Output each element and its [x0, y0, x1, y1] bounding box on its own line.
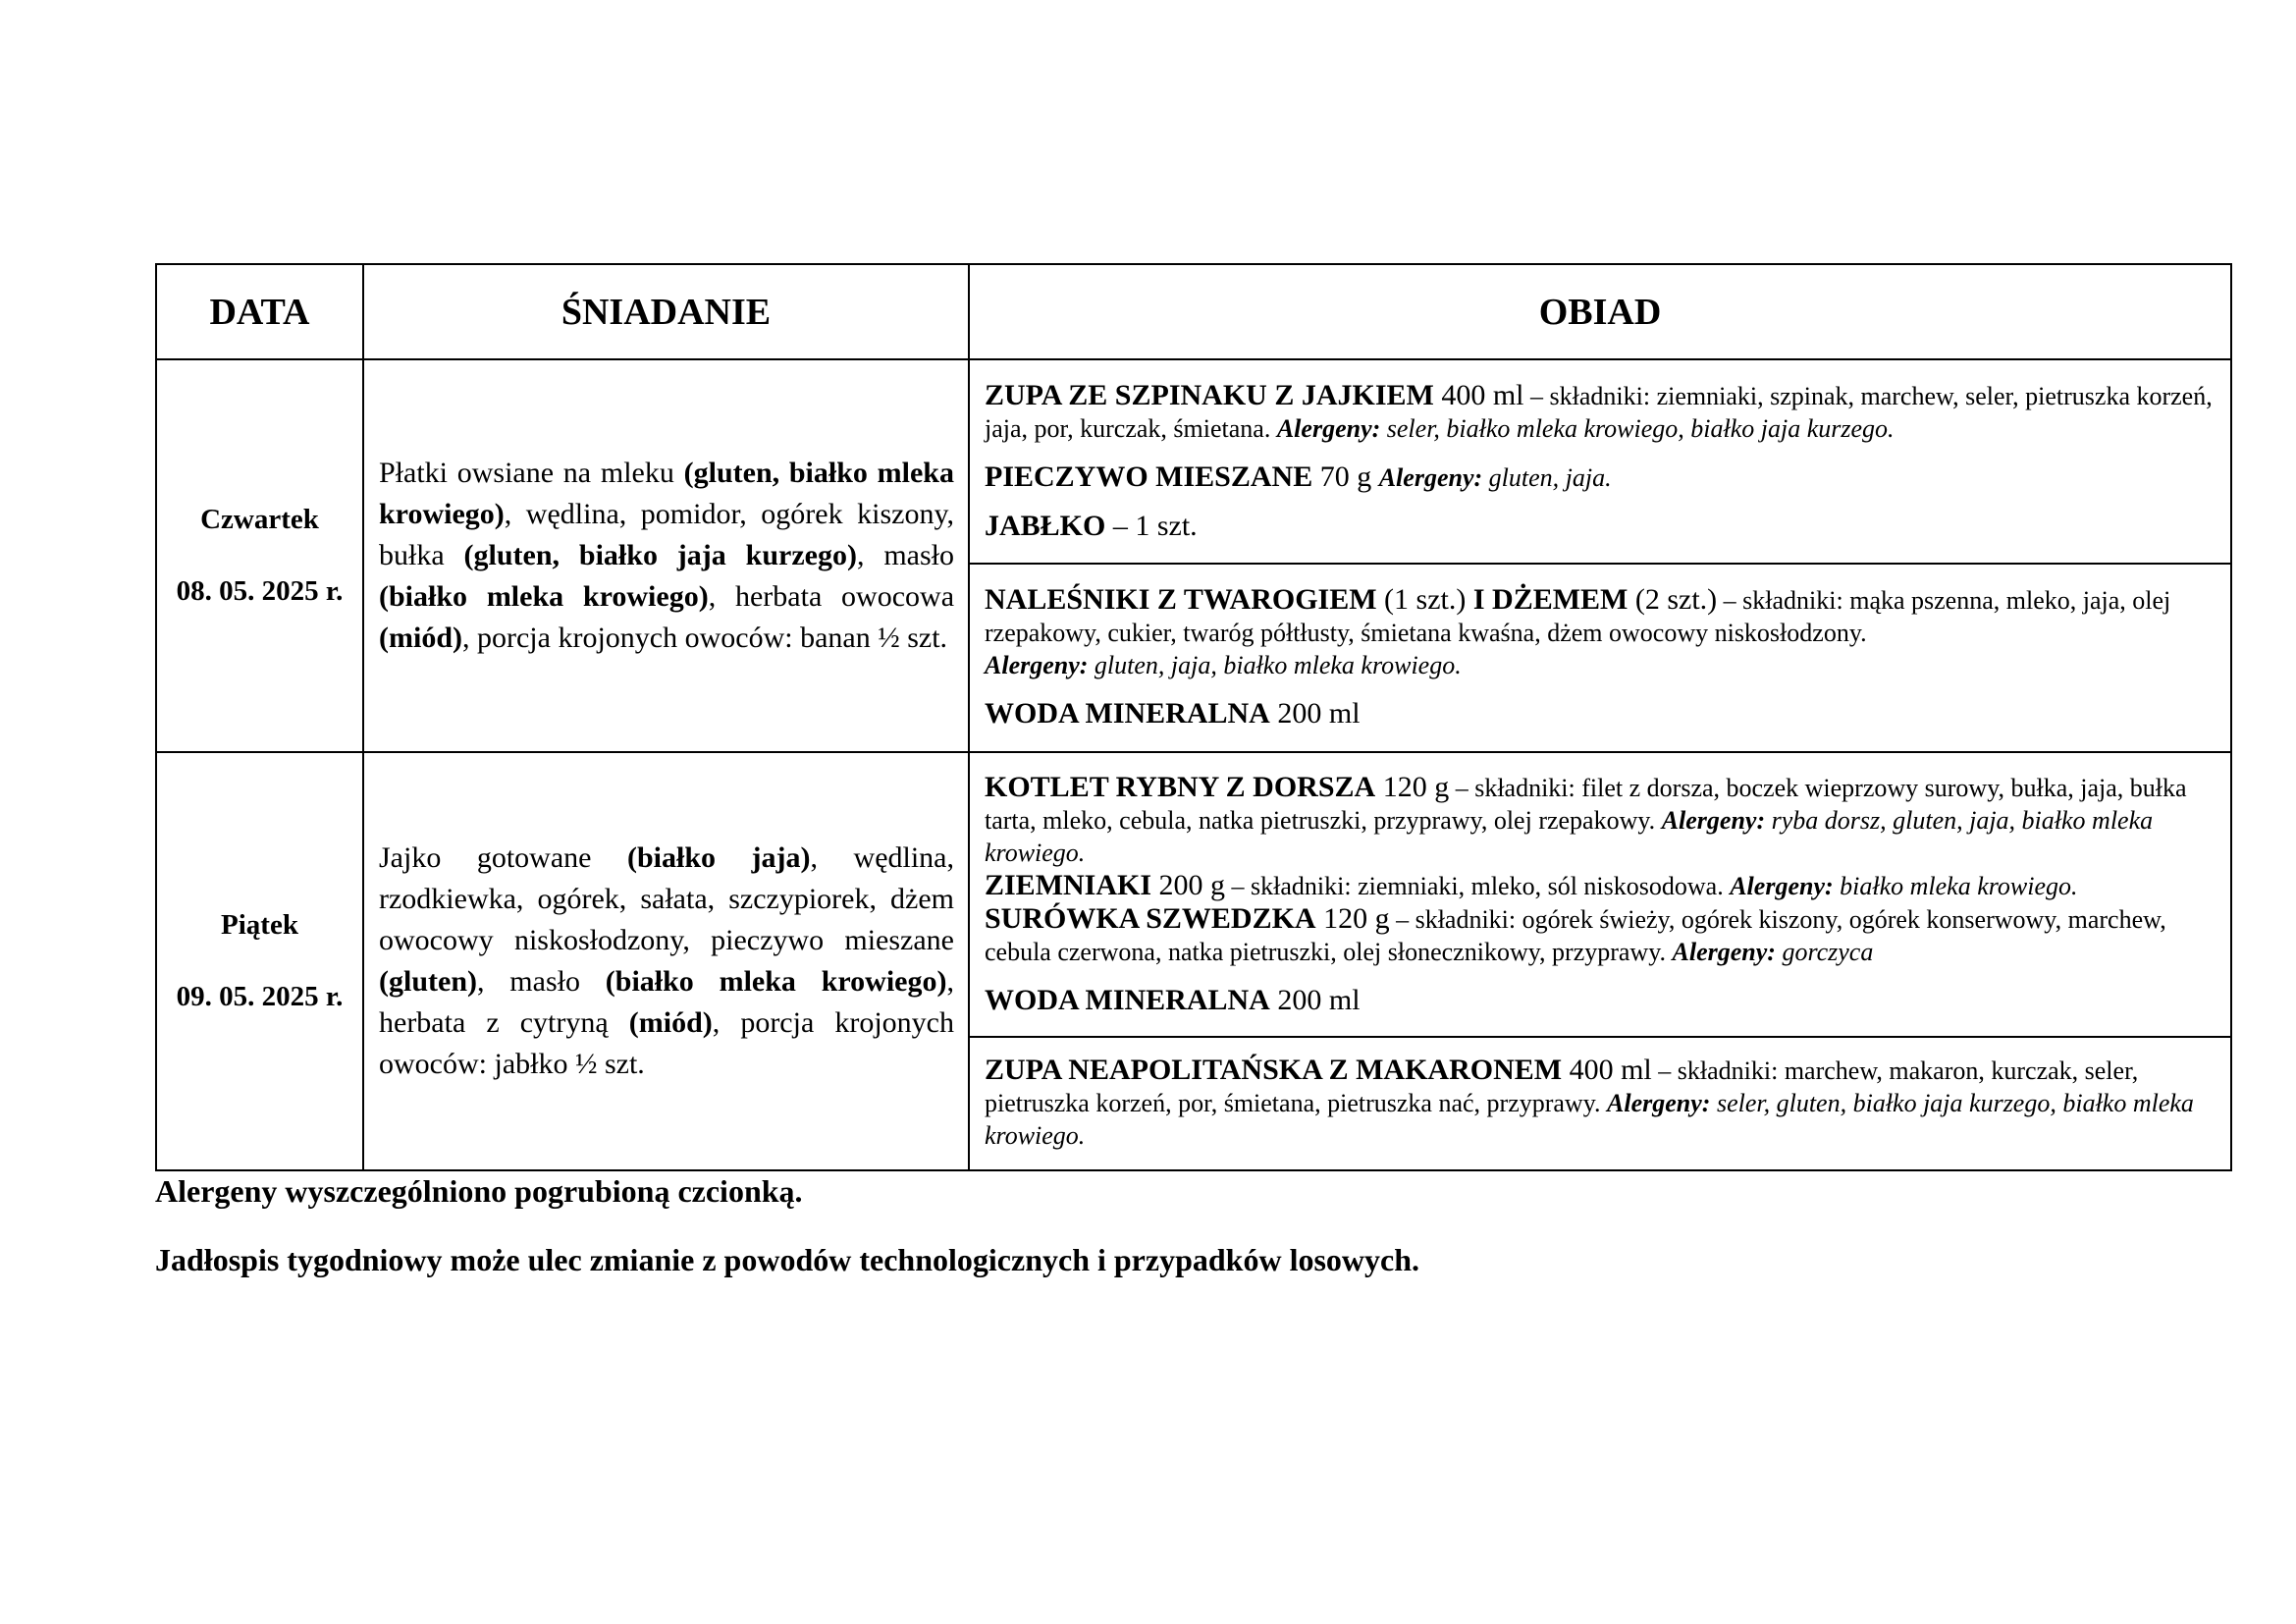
dish-portion: 400 ml: [1562, 1054, 1652, 1086]
weekday-label: Czwartek: [200, 504, 319, 535]
menu-change-note: Jadłospis tygodniowy może ulec zmianie z powodów technologicznych i przypadków losowych.: [155, 1242, 1420, 1277]
allergens-list: seler, gluten, białko jaja kurzego, białko mleka krowiego.: [985, 1089, 2194, 1150]
dish-portion: 200 ml: [1269, 697, 1361, 730]
breakfast-segment: , wędlina, rzodkiewka, ogórek, sałata, szczypiorek, dżem owocowy niskosłodzony, pieczywo mieszane: [379, 841, 954, 956]
dish-portion: 70 g: [1312, 460, 1379, 493]
allergen-note: Alergeny wyszczególniono pogrubioną czcionką.: [155, 1173, 803, 1209]
allergens-label: Alergeny:: [1378, 462, 1483, 492]
dish-portion: 200 ml: [1269, 983, 1361, 1016]
header-row: [156, 264, 2231, 359]
breakfast-segment: , herbata z cytryną: [379, 965, 954, 1039]
allergens-list: gluten, jaja.: [1482, 462, 1612, 492]
allergens-label: Alergeny:: [1661, 805, 1766, 835]
menu-table: [155, 263, 2232, 1171]
dish-paragraph: [985, 379, 2215, 445]
dish-portion: (2 szt.): [1628, 583, 1718, 616]
lunch-cell: [969, 359, 2231, 564]
header-date: DATA: [156, 264, 363, 359]
breakfast-segment: Płatki owsiane na mleku: [379, 457, 684, 489]
dish-paragraph: [985, 984, 2215, 1017]
dish-paragraph: [985, 771, 2215, 869]
dish-portion: (1 szt.): [1376, 583, 1473, 616]
dish-paragraph: [985, 460, 2215, 494]
allergens-list: gluten, jaja, białko mleka krowiego.: [1088, 651, 1462, 679]
breakfast-segment: , porcja krojonych owoców: banan ½ szt.: [462, 622, 948, 654]
allergens-label: Alergeny:: [1276, 413, 1381, 443]
breakfast-segment: , wędlina, pomidor, ogórek kiszony, bułka: [379, 498, 954, 571]
ingredients-text: – składniki: marchew, makaron, kurczak, seler, pietruszka korzeń, por, śmietana, pietruszka nać, przyprawy.: [985, 1056, 2139, 1117]
breakfast-segment: , herbata owocowa: [708, 580, 955, 613]
dish-name: ZIEMNIAKI: [985, 868, 1152, 901]
dish-portion: 200 g: [1151, 868, 1226, 901]
header-breakfast: ŚNIADANIE: [363, 264, 969, 359]
dish-name: SURÓWKA SZWEDZKA: [985, 901, 1316, 935]
breakfast-segment: , porcja krojonych owoców: jabłko ½ szt.: [379, 1006, 954, 1080]
allergens-label: Alergeny:: [985, 651, 1089, 679]
menu-body: [156, 359, 2231, 1170]
allergen-highlight: (gluten): [379, 965, 477, 998]
allergens-list: białko mleka krowiego.: [1833, 871, 2078, 900]
header-lunch: OBIAD: [969, 264, 2231, 359]
day-row: [156, 752, 2231, 1037]
ingredients-text: – składniki: ziemniaki, szpinak, marchew, seler, pietruszka korzeń, jaja, por, kurczak, śmietana.: [985, 381, 2213, 443]
dish-name: I DŻEMEM: [1472, 583, 1629, 616]
date-cell: [156, 752, 363, 1170]
lunch-cell: [969, 1037, 2231, 1170]
date-label: 08. 05. 2025 r.: [176, 575, 344, 607]
dish-portion: – 1 szt.: [1105, 509, 1198, 542]
allergen-highlight: (gluten, białko jaja kurzego): [463, 539, 857, 571]
day-row: [156, 359, 2231, 564]
lunch-cell: [969, 752, 2231, 1037]
date-cell: [156, 359, 363, 752]
allergen-highlight: (białko jaja): [627, 841, 811, 874]
allergens-label: Alergeny:: [1730, 871, 1834, 900]
allergens-list: seler, białko mleka krowiego, białko jaja kurzego.: [1380, 413, 1895, 443]
dish-name: KOTLET RYBNY Z DORSZA: [985, 770, 1376, 803]
dish-name: PIECZYWO MIESZANE: [985, 460, 1313, 493]
dish-name: WODA MINERALNA: [985, 697, 1270, 730]
breakfast-segment: , masło: [856, 539, 954, 571]
breakfast-cell: [363, 359, 969, 752]
date-label: 09. 05. 2025 r.: [176, 981, 344, 1012]
dish-name: NALEŚNIKI Z TWAROGIEM: [985, 583, 1377, 616]
allergens-list: gorczyca: [1775, 937, 1874, 966]
breakfast-text: [379, 838, 954, 1085]
ingredients-text: – składniki: filet z dorsza, boczek wieprzowy surowy, bułka, jaja, bułka tarta, mleko, cebula, natka pietruszki, przyprawy, olej rzepakowy.: [985, 773, 2187, 835]
breakfast-segment: , masło: [477, 965, 606, 998]
dish-name: WODA MINERALNA: [985, 983, 1270, 1016]
dish-paragraph: [985, 697, 2215, 731]
dish-portion: 120 g: [1315, 901, 1390, 935]
allergens-label: Alergeny:: [1672, 937, 1776, 966]
dish-paragraph: [985, 869, 2215, 902]
ingredients-text: – składniki: mąka pszenna, mleko, jaja, olej rzepakowy, cukier, twaróg półtłusty, śmietana kwaśna, dżem owocowy niskosłodzony.: [985, 586, 2171, 647]
allergens-label: Alergeny:: [1607, 1089, 1711, 1117]
dish-name: JABŁKO: [985, 509, 1106, 542]
allergen-highlight: (miód): [379, 622, 462, 654]
allergen-highlight: (białko mleka krowiego): [605, 965, 947, 998]
breakfast-segment: Jajko gotowane: [379, 841, 627, 874]
dish-portion: 400 ml: [1433, 378, 1524, 411]
breakfast-text: [379, 453, 954, 659]
allergen-highlight: (gluten, białko mleka krowiego): [379, 457, 954, 530]
ingredients-text: – składniki: ogórek świeży, ogórek kiszony, ogórek konserwowy, marchew, cebula czerwona, natka pietruszki, olej słonecznikowy, przyprawy.: [985, 904, 2166, 966]
allergens-list: ryba dorsz, gluten, jaja, białko mleka krowiego.: [985, 805, 2154, 867]
allergen-highlight: (miód): [628, 1006, 713, 1039]
dish-paragraph: [985, 649, 2215, 681]
allergen-highlight: (białko mleka krowiego): [379, 580, 709, 613]
dish-name: ZUPA NEAPOLITAŃSKA Z MAKARONEM: [985, 1054, 1563, 1086]
lunch-cell: [969, 564, 2231, 752]
ingredients-text: – składniki: ziemniaki, mleko, sól niskosodowa.: [1225, 871, 1731, 900]
dish-paragraph: [985, 1054, 2215, 1152]
weekday-label: Piątek: [221, 909, 298, 941]
breakfast-cell: [363, 752, 969, 1170]
dish-paragraph: [985, 583, 2215, 649]
dish-name: ZUPA ZE SZPINAKU Z JAJKIEM: [985, 378, 1434, 411]
dish-paragraph: [985, 510, 2215, 543]
dish-portion: 120 g: [1375, 770, 1450, 803]
dish-paragraph: [985, 902, 2215, 968]
